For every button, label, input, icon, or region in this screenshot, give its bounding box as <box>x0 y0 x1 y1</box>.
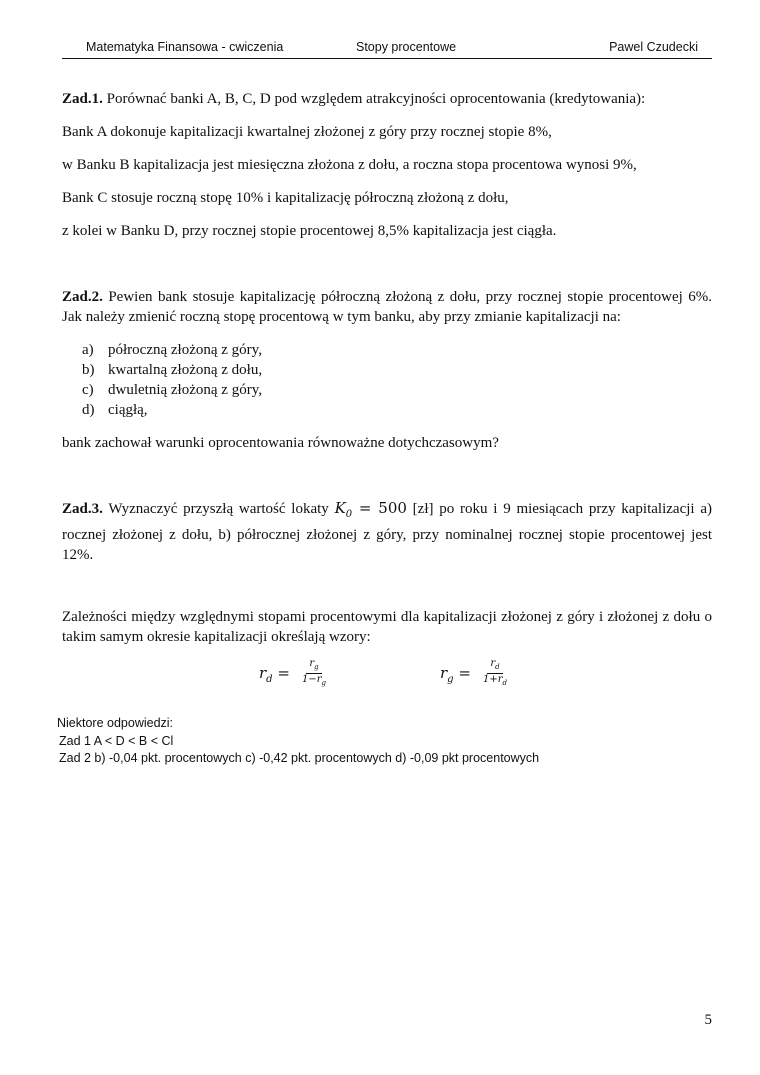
zad2-closing: bank zachował warunki oprocentowania równoważne dotychczasowym? <box>62 435 499 451</box>
zad2-text <box>62 287 712 327</box>
zad3-label: Zad.3. <box>62 501 103 517</box>
header-topic: Stopy procentowe <box>356 40 457 54</box>
zad1-label: Zad.1. <box>62 91 103 107</box>
zad2-item-b: b) kwartalną złożoną z dołu, <box>82 362 263 378</box>
zad2-body: Pewien bank stosuje kapitalizację półroczną złożoną z dołu, przy rocznej stopie procentowej 6%. Jak należy zmienić roczną stopę procentową w tym banku, aby przy zmianie kapitalizacji na: <box>62 289 712 325</box>
formula-rg-fraction: $\frac{r_d}{1+r_d}$ <box>483 658 508 687</box>
formula-rd: $r_d$ = $\frac{r_g}{1-r_g}$ <box>259 658 329 689</box>
answers-title: Niektore odpowiedzi: <box>57 716 174 730</box>
zad2-label: Zad.2. <box>62 289 103 305</box>
formula-rd-fraction: $\frac{r_g}{1-r_g}$ <box>302 658 327 687</box>
zad1-bank-b: w Banku B kapitalizacja jest miesięczna złożona z dołu, a roczna stopa procentowa wynosi 9%, <box>62 157 637 173</box>
answers-zad2: Zad 2 b) -0,04 pkt. procentowych c) -0,42 pkt. procentowych d) -0,09 pkt procentowych <box>59 751 540 765</box>
header-course: Matematyka Finansowa - cwiczenia <box>86 40 284 54</box>
page-header <box>62 38 712 59</box>
zad1-bank-c: Bank C stosuje roczną stopę 10% i kapitalizację półroczną złożoną z dołu, <box>62 190 509 206</box>
k0-symbol: $K_0 = 500$ <box>334 499 407 520</box>
formula-rg: $r_g$ = $\frac{r_d}{1+r_d}$ <box>440 658 510 689</box>
page-number: 5 <box>704 1012 712 1028</box>
zad2-item-c: c) dwuletnią złożoną z góry, <box>82 382 262 398</box>
zad3-text: Zad.3. Wyznaczyć przyszłą wartość lokaty $K_0 = 500$ [zł] po roku i 9 miesiącach przy kapitalizacji a) rocznej złożonej z dołu, b) półrocznej złożonej z góry, przy nominalnej rocznej stopie procentowej jest 12%. <box>62 499 712 563</box>
header-author: Pawel Czudecki <box>609 40 698 54</box>
zad1-intro <box>62 89 645 109</box>
answers-zad1: Zad 1 A < D < B < Cl <box>59 734 174 748</box>
zad1-bank-d: z kolei w Banku D, przy rocznej stopie procentowej 8,5% kapitalizacja jest ciągła. <box>62 223 557 239</box>
zad2-item-a: a) półroczną złożoną z góry, <box>82 342 262 358</box>
zad2-item-d: d) ciągłą, <box>82 402 148 418</box>
zad1-intro-text: Porównać banki A, B, C, D pod względem atrakcyjności oprocentowania (kredytowania): <box>102 91 646 107</box>
relations-text: Zależności między względnymi stopami procentowymi dla kapitalizacji złożonej z góry i złożonej z dołu o takim samym okresie kapitalizacji określają wzory: <box>62 609 712 645</box>
zad1-bank-a: Bank A dokonuje kapitalizacji kwartalnej złożonej z góry przy rocznej stopie 8%, <box>62 124 552 140</box>
